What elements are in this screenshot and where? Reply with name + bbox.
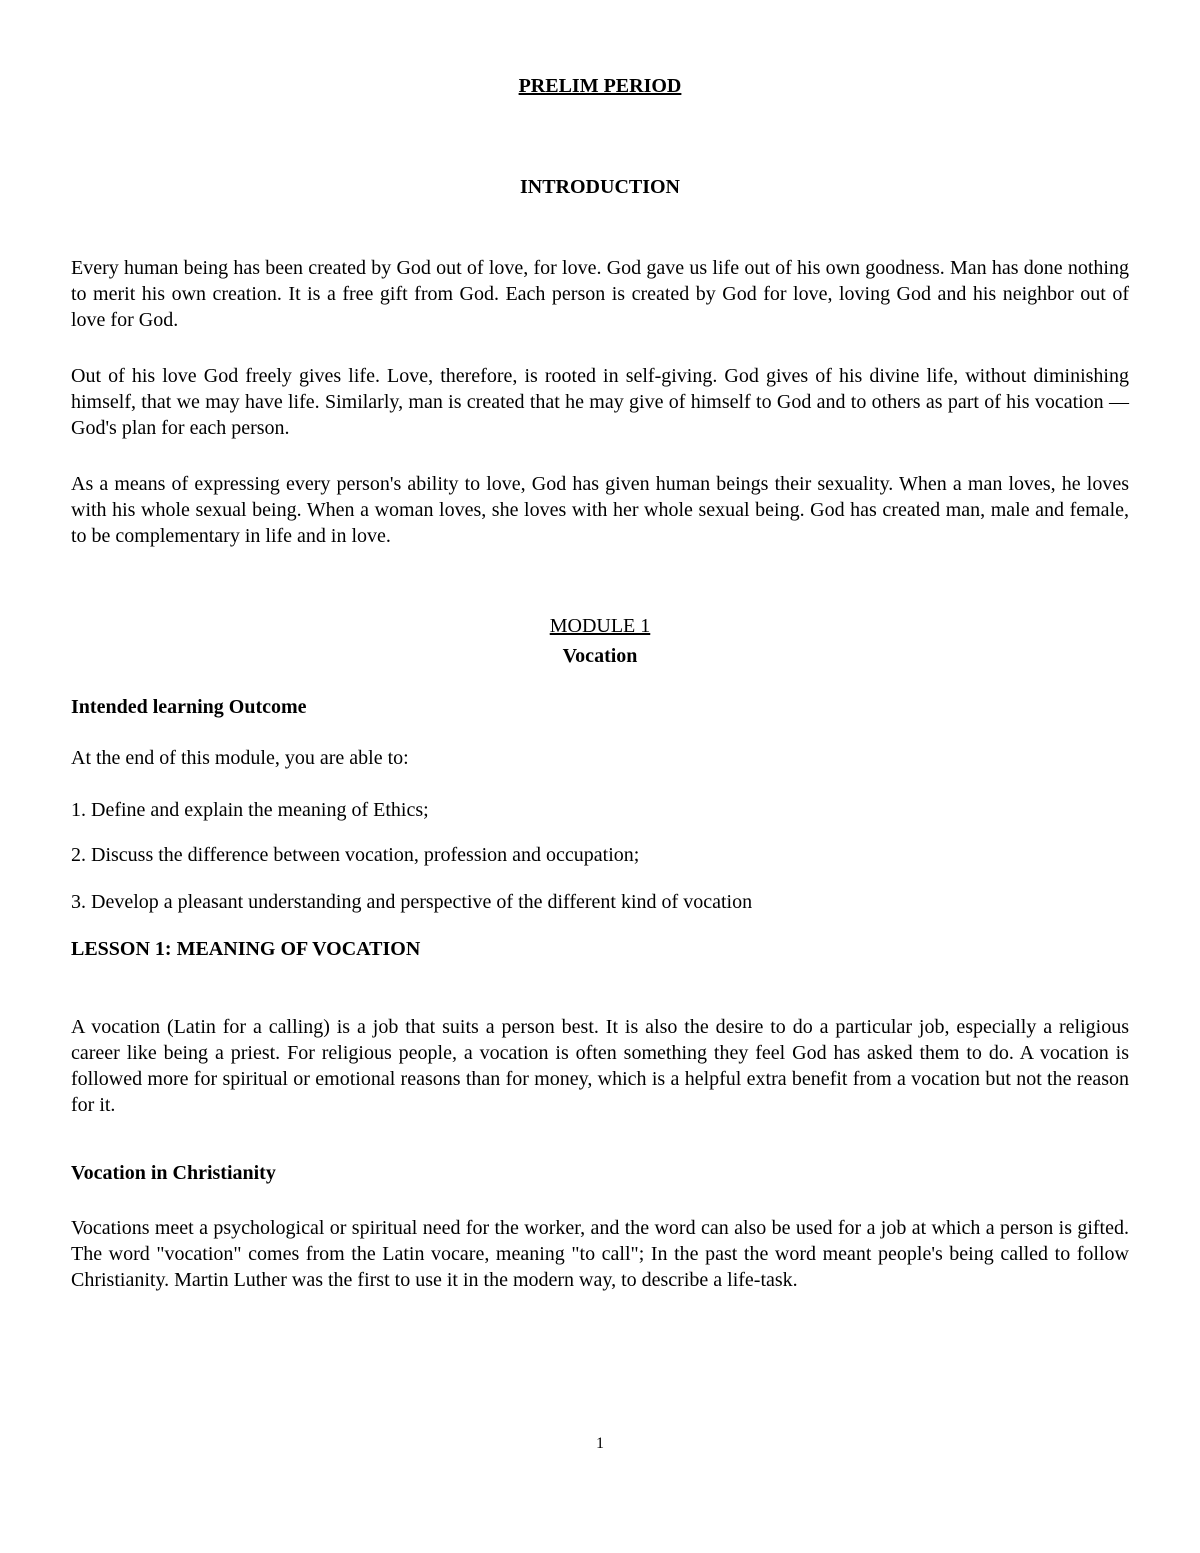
outcome-item-1: 1. Define and explain the meaning of Ethics;	[71, 799, 429, 821]
intro-paragraph-3: As a means of expressing every person's ability to love, God has given human beings their sexuality. When a man loves, he loves with his whole sexual being. When a woman loves, she loves with her whole sexual being. God has created man, male and female, to be complementary in life and in love.	[71, 473, 1129, 547]
module-title: MODULE 1	[549, 615, 651, 637]
period-title: PRELIM PERIOD	[518, 75, 682, 97]
christianity-heading: Vocation in Christianity	[71, 1162, 276, 1184]
outcome-intro: At the end of this module, you are able to:	[71, 747, 409, 769]
intro-paragraph-1: Every human being has been created by God out of love, for love. God gave us life out of his own goodness. Man has done nothing to merit his own creation. It is a free gift from God. Each person is created by God for love, loving God and his neighbor out of love for God.	[71, 257, 1129, 331]
lesson-heading: LESSON 1: MEANING OF VOCATION	[71, 938, 421, 960]
module-subtitle: Vocation	[562, 645, 638, 667]
christianity-paragraph: Vocations meet a psychological or spiritual need for the worker, and the word can also be used for a job at which a person is gifted. The word "vocation" comes from the Latin vocare, meaning "to call"; In the past the word meant people's being called to follow Christianity. Martin Luther was the first to use it in the modern way, to describe a life-task.	[71, 1217, 1129, 1291]
outcome-item-3: 3. Develop a pleasant understanding and perspective of the different kind of vocation	[71, 891, 753, 913]
introduction-title: INTRODUCTION	[519, 176, 681, 198]
outcome-heading: Intended learning Outcome	[71, 696, 307, 718]
page-number: 1	[596, 1435, 604, 1452]
outcome-item-2: 2. Discuss the difference between vocation, profession and occupation;	[71, 844, 640, 866]
intro-paragraph-2: Out of his love God freely gives life. Love, therefore, is rooted in self-giving. God gives of his divine life, without diminishing himself, that we may have life. Similarly, man is created that he may give of himself to God and to others as part of his vocation — God's plan for each person.	[71, 365, 1129, 439]
lesson-paragraph: A vocation (Latin for a calling) is a job that suits a person best. It is also the desire to do a particular job, especially a religious career like being a priest. For religious people, a vocation is often something they feel God has asked them to do. A vocation is followed more for spiritual or emotional reasons than for money, which is a helpful extra benefit from a vocation but not the reason for it.	[71, 1016, 1129, 1116]
